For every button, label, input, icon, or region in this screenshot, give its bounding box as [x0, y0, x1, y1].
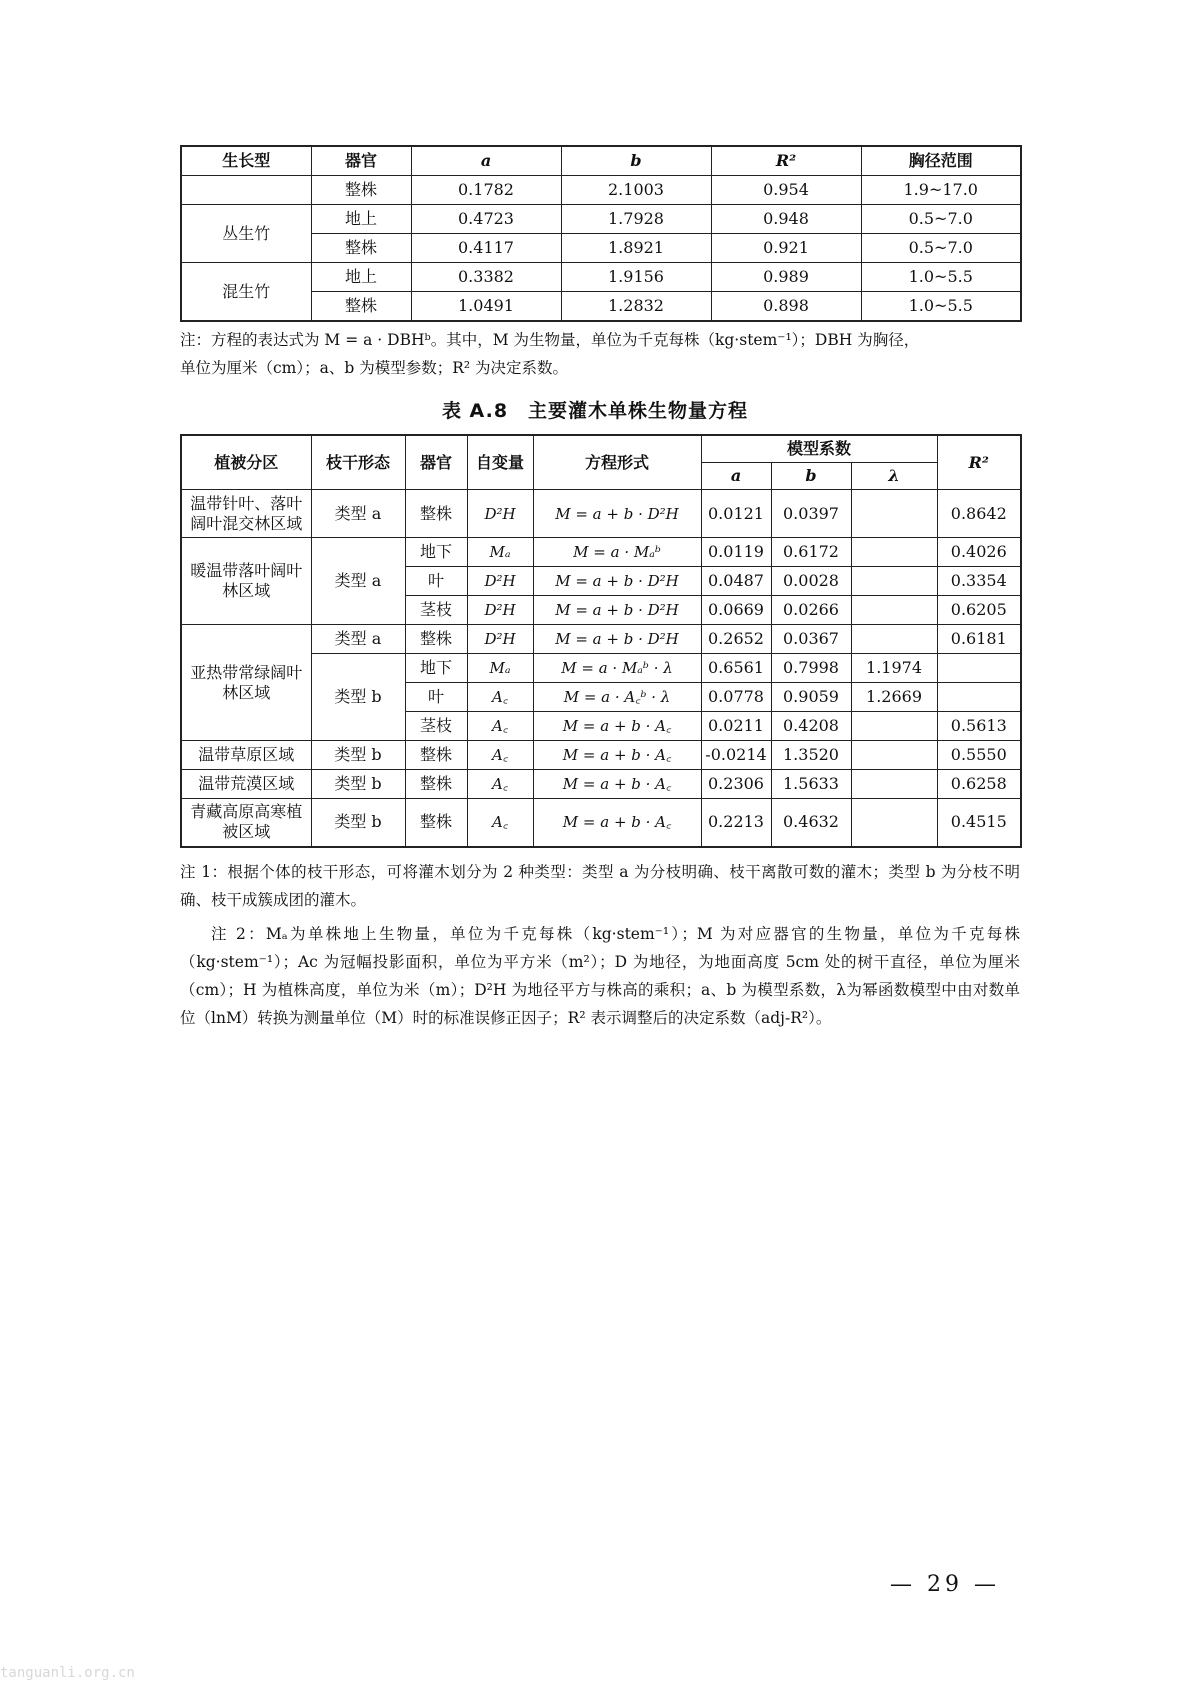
table-cell: -0.0214 — [701, 741, 771, 770]
header-cell: a — [701, 463, 771, 490]
table-cell: 0.7998 — [771, 654, 851, 683]
table-cell: 1.2832 — [561, 292, 711, 322]
table-cell: 茎枝 — [405, 712, 467, 741]
table-cell: 整株 — [311, 176, 411, 205]
table-cell: 整株 — [311, 234, 411, 263]
table-cell: 类型 b — [311, 741, 405, 770]
table-cell: 1.0~5.5 — [861, 292, 1021, 322]
table-cell: A꜀ — [467, 741, 533, 770]
table-cell: 类型 a — [311, 625, 405, 654]
table-cell: 2.1003 — [561, 176, 711, 205]
table-cell — [851, 712, 937, 741]
table-cell: D²H — [467, 596, 533, 625]
table-cell: 类型 b — [311, 770, 405, 799]
header-cell: 生长型 — [181, 146, 311, 176]
table-cell: 0.0367 — [771, 625, 851, 654]
table-cell — [851, 490, 937, 538]
table-cell: 整株 — [405, 625, 467, 654]
header-cell: 器官 — [405, 435, 467, 490]
table1-note — [180, 326, 1020, 382]
table-cell: 1.5633 — [771, 770, 851, 799]
watermark: tanguanli.org.cn — [0, 1665, 135, 1681]
table-cell: 0.4723 — [411, 205, 561, 234]
table-cell — [851, 567, 937, 596]
table-cell: 0.6181 — [937, 625, 1021, 654]
table-cell — [851, 538, 937, 567]
zone-cell: 温带荒漠区域 — [181, 770, 311, 799]
table-cell: 1.3520 — [771, 741, 851, 770]
table-cell: 0.6205 — [937, 596, 1021, 625]
table-cell: 0.4632 — [771, 799, 851, 847]
table-cell: A꜀ — [467, 712, 533, 741]
table-cell: 0.2213 — [701, 799, 771, 847]
table-cell: Mₐ — [467, 654, 533, 683]
table-cell — [937, 683, 1021, 712]
table-cell — [851, 625, 937, 654]
table-cell: 0.6172 — [771, 538, 851, 567]
header-cell: 胸径范围 — [861, 146, 1021, 176]
table-cell: 0.0211 — [701, 712, 771, 741]
table-cell: 0.3354 — [937, 567, 1021, 596]
table2-note — [180, 858, 1020, 1032]
table-cell: A꜀ — [467, 799, 533, 847]
zone-cell: 青藏高原高寒植被区域 — [181, 799, 311, 847]
table-cell: 0.5~7.0 — [861, 234, 1021, 263]
header-cell: a — [411, 146, 561, 176]
table-cell: 地下 — [405, 654, 467, 683]
table-cell: 地上 — [311, 263, 411, 292]
note-paragraph: 注 1：根据个体的枝干形态，可将灌木划分为 2 种类型：类型 a 为分枝明确、枝干离散可数的灌木；类型 b 为分枝不明确、枝干成簇成团的灌木。 — [180, 863, 1020, 909]
table-cell: Mₐ — [467, 538, 533, 567]
table-cell: 0.989 — [711, 263, 861, 292]
table-cell: 0.4515 — [937, 799, 1021, 847]
table-cell: 整株 — [405, 799, 467, 847]
table-cell: 类型 b — [311, 654, 405, 741]
table-cell: 整株 — [405, 490, 467, 538]
table-cell: D²H — [467, 490, 533, 538]
bamboo-biomass-table — [180, 145, 1022, 322]
table-cell: 0.0266 — [771, 596, 851, 625]
table-cell: M = a + b · A꜀ — [533, 799, 701, 847]
table-cell: 0.5~7.0 — [861, 205, 1021, 234]
table-cell: 0.948 — [711, 205, 861, 234]
table-header-row — [181, 146, 1021, 176]
table-cell: 1.0~5.5 — [861, 263, 1021, 292]
header-cell: R² — [711, 146, 861, 176]
table-row — [181, 741, 1021, 770]
table-cell: M = a + b · D²H — [533, 625, 701, 654]
table-cell: 0.4208 — [771, 712, 851, 741]
table-cell: 茎枝 — [405, 596, 467, 625]
table-cell: 0.0119 — [701, 538, 771, 567]
table-cell: 1.0491 — [411, 292, 561, 322]
group-cell: 丛生竹 — [181, 205, 311, 263]
header-cell: b — [771, 463, 851, 490]
table-row — [181, 490, 1021, 538]
table-cell: 类型 a — [311, 490, 405, 538]
table-row — [181, 538, 1021, 567]
page-number: — 29 — — [890, 1572, 1000, 1597]
table-cell: 0.4026 — [937, 538, 1021, 567]
table-cell: 0.5550 — [937, 741, 1021, 770]
table-cell: A꜀ — [467, 770, 533, 799]
table-cell: 整株 — [311, 292, 411, 322]
table-cell: D²H — [467, 567, 533, 596]
table-cell: 1.2669 — [851, 683, 937, 712]
table-cell: 0.2652 — [701, 625, 771, 654]
table-cell: 0.0487 — [701, 567, 771, 596]
table-cell: M = a · Mₐᵇ — [533, 538, 701, 567]
table-cell — [851, 741, 937, 770]
table-cell: 0.0121 — [701, 490, 771, 538]
table-cell: D²H — [467, 625, 533, 654]
table-cell: 1.8921 — [561, 234, 711, 263]
table-cell: 0.3382 — [411, 263, 561, 292]
table-cell: M = a · Mₐᵇ · λ — [533, 654, 701, 683]
header-cell: 器官 — [311, 146, 411, 176]
header-cell: 枝干形态 — [311, 435, 405, 490]
table-cell: 叶 — [405, 683, 467, 712]
zone-cell: 温带草原区域 — [181, 741, 311, 770]
table-cell: M = a + b · D²H — [533, 490, 701, 538]
table-row — [181, 176, 1021, 205]
table-cell: 整株 — [405, 770, 467, 799]
table-cell — [937, 654, 1021, 683]
header-cell: 模型系数 — [701, 435, 937, 463]
table-cell: 0.9059 — [771, 683, 851, 712]
table-cell: M = a + b · D²H — [533, 596, 701, 625]
table-cell: 0.0669 — [701, 596, 771, 625]
table-cell — [851, 770, 937, 799]
header-cell: 方程形式 — [533, 435, 701, 490]
table-row — [181, 205, 1021, 234]
zone-cell: 温带针叶、落叶阔叶混交林区域 — [181, 490, 311, 538]
table-cell: 类型 b — [311, 799, 405, 847]
note-paragraph: 注 2：Mₐ为单株地上生物量，单位为千克每株（kg·stem⁻¹）；M 为对应器官的生物量，单位为千克每株（kg·stem⁻¹）；Ac 为冠幅投影面积，单位为平方米（m²）；D 为地径，为地面高度 5cm 处的树干直径，单位为厘米（cm）；H 为植株高度，单位为米（m）；D²H 为地径平方与株高的乘积；a、b 为模型系数，λ为幂函数模型中由对数单位（lnM）转换为测量单位（M）时的标准误修正因子；R² 表示调整后的决定系数（adj-R²）。 — [180, 925, 1020, 1027]
table-row — [181, 770, 1021, 799]
table-cell: 类型 a — [311, 538, 405, 625]
table-cell: M = a + b · A꜀ — [533, 741, 701, 770]
table-cell: 1.1974 — [851, 654, 937, 683]
header-cell: 自变量 — [467, 435, 533, 490]
table-cell: M = a + b · A꜀ — [533, 770, 701, 799]
table-cell: M = a · A꜀ᵇ · λ — [533, 683, 701, 712]
table-cell: 0.921 — [711, 234, 861, 263]
table-cell: 地上 — [311, 205, 411, 234]
group-cell: 混生竹 — [181, 263, 311, 322]
table-cell: 0.0028 — [771, 567, 851, 596]
table-cell: 0.6258 — [937, 770, 1021, 799]
table-cell: 0.0397 — [771, 490, 851, 538]
table-cell: 叶 — [405, 567, 467, 596]
table-cell: 0.0778 — [701, 683, 771, 712]
table-cell: 0.8642 — [937, 490, 1021, 538]
table-cell: 0.1782 — [411, 176, 561, 205]
table-cell: 1.9~17.0 — [861, 176, 1021, 205]
table-header-row — [181, 435, 1021, 463]
table-cell: 0.954 — [711, 176, 861, 205]
table-cell: 0.2306 — [701, 770, 771, 799]
table-cell: 整株 — [405, 741, 467, 770]
note-line: 注：方程的表达式为 M = a · DBHᵇ。其中，M 为生物量，单位为千克每株（kg·stem⁻¹）；DBH 为胸径， — [180, 331, 920, 349]
table-cell: A꜀ — [467, 683, 533, 712]
shrub-biomass-table — [180, 434, 1022, 848]
zone-cell: 暖温带落叶阔叶林区域 — [181, 538, 311, 625]
table-cell: M = a + b · A꜀ — [533, 712, 701, 741]
table-cell: 0.6561 — [701, 654, 771, 683]
table-cell: 1.9156 — [561, 263, 711, 292]
note-line: 单位为厘米（cm）；a、b 为模型参数；R² 为决定系数。 — [180, 359, 569, 377]
header-cell: λ — [851, 463, 937, 490]
table-row — [181, 263, 1021, 292]
header-cell: 植被分区 — [181, 435, 311, 490]
table-cell — [851, 596, 937, 625]
header-cell: b — [561, 146, 711, 176]
table-cell: 1.7928 — [561, 205, 711, 234]
table-caption: 表 A.8 主要灌木单株生物量方程 — [441, 400, 749, 422]
table-row — [181, 799, 1021, 847]
zone-cell: 亚热带常绿阔叶林区域 — [181, 625, 311, 741]
table-cell: 地下 — [405, 538, 467, 567]
table-row — [181, 625, 1021, 654]
table-cell — [181, 176, 311, 205]
header-cell: R² — [937, 435, 1021, 490]
table-cell — [851, 799, 937, 847]
table-cell: 0.5613 — [937, 712, 1021, 741]
table-cell: 0.898 — [711, 292, 861, 322]
table-cell: 0.4117 — [411, 234, 561, 263]
table-cell: M = a + b · D²H — [533, 567, 701, 596]
